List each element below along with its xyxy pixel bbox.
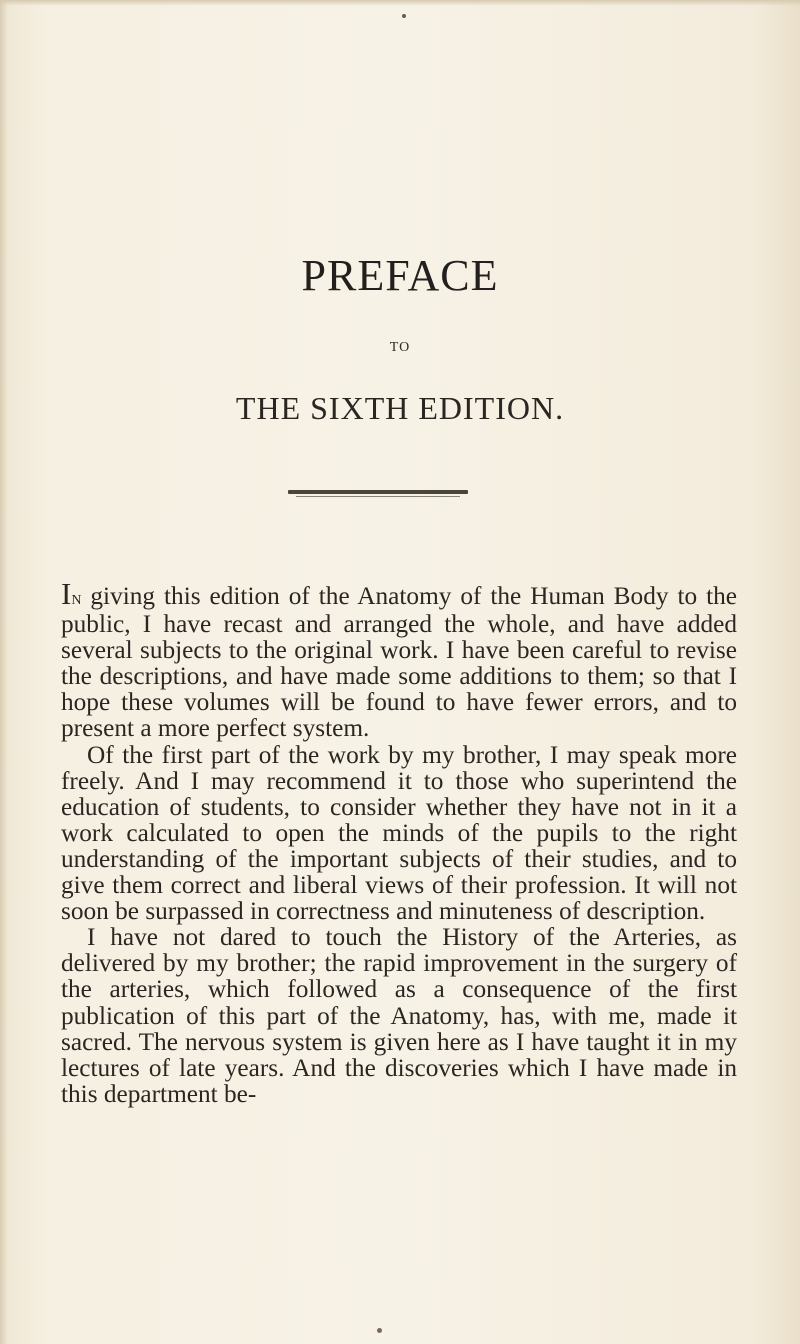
paper-speck-bottom	[377, 1328, 382, 1333]
page-shadow-left	[0, 0, 8, 1344]
page-shadow-top	[0, 0, 800, 6]
edition-heading: THE SIXTH EDITION.	[235, 390, 565, 426]
paper-speck	[402, 14, 406, 18]
subtitle-to: TO	[389, 340, 411, 355]
page-title: PREFACE	[301, 251, 499, 300]
paragraph-1	[61, 578, 737, 742]
paragraph-2: Of the first part of the work by my brother, I may speak more freely. And I may recommend it to those who superintend the education of students, to consider whether they have not in it a work calculated to open the minds of the pupils to the right understanding of the important subjects of their studies, and to give them correct and liberal views of their profession. It will not soon be surpassed in correctness and minuteness of description.	[61, 740, 737, 926]
drop-initial: I	[61, 576, 72, 611]
initial-smallcaps: n	[71, 587, 82, 609]
paragraph-1-text: giving this edition of the Anatomy of the Human Body to the public, I have recast and arranged the whole, and have added several subjects to the original work. I have been careful to revise the descriptions, and have made some additions to them; so that I hope these volumes will be found to have fewer errors, and to present a more perfect system.	[61, 582, 737, 743]
decorative-rule	[288, 490, 468, 494]
preface-body	[61, 578, 737, 1107]
paragraph-3: I have not dared to touch the History of the Arteries, as delivered by my brother; the rapid improvement in the surgery of the arteries, which followed as a consequence of the first publication of this part of the Anatomy, has, with me, made it sacred. The nervous system is given here as I have taught it in my lectures of late years. And the discoveries which I have made in this department be-	[61, 923, 737, 1108]
decorative-rule-thin	[296, 496, 460, 497]
